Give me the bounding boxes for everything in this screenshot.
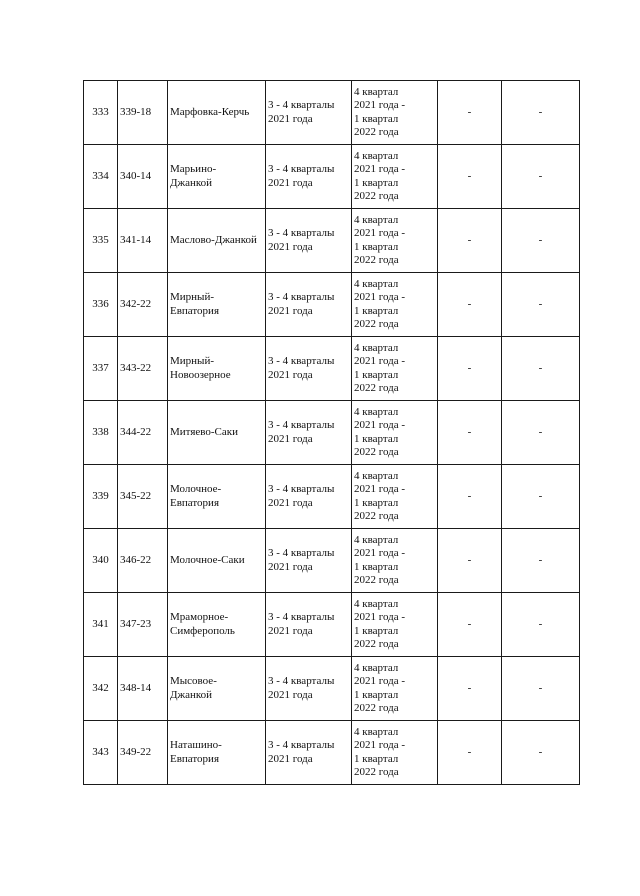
dash-cell: - — [502, 593, 580, 657]
period: 3 - 4 кварталы 2021 года — [266, 657, 352, 721]
row-number: 340 — [84, 529, 118, 593]
row-number: 333 — [84, 81, 118, 145]
table-row — [84, 721, 580, 785]
dash-cell: - — [502, 337, 580, 401]
period: 3 - 4 кварталы 2021 года — [266, 81, 352, 145]
deadline: 4 квартал 2021 года - 1 квартал 2022 года — [352, 593, 438, 657]
dash-cell: - — [502, 721, 580, 785]
route-name: Марфовка-Керчь — [168, 81, 266, 145]
dash-cell: - — [502, 529, 580, 593]
deadline: 4 квартал 2021 года - 1 квартал 2022 года — [352, 401, 438, 465]
table-row — [84, 465, 580, 529]
route-name: Мраморное- Симферополь — [168, 593, 266, 657]
dash-cell: - — [502, 465, 580, 529]
route-name: Молочное-Саки — [168, 529, 266, 593]
route-code: 344-22 — [118, 401, 168, 465]
table-row — [84, 337, 580, 401]
deadline: 4 квартал 2021 года - 1 квартал 2022 года — [352, 273, 438, 337]
row-number: 337 — [84, 337, 118, 401]
table-row — [84, 81, 580, 145]
dash-cell: - — [438, 657, 502, 721]
period: 3 - 4 кварталы 2021 года — [266, 145, 352, 209]
dash-cell: - — [438, 145, 502, 209]
row-number: 336 — [84, 273, 118, 337]
row-number: 341 — [84, 593, 118, 657]
route-name: Молочное- Евпатория — [168, 465, 266, 529]
route-code: 342-22 — [118, 273, 168, 337]
route-code: 340-14 — [118, 145, 168, 209]
route-code: 341-14 — [118, 209, 168, 273]
period: 3 - 4 кварталы 2021 года — [266, 593, 352, 657]
row-number: 343 — [84, 721, 118, 785]
table-row — [84, 529, 580, 593]
dash-cell: - — [502, 209, 580, 273]
table-row — [84, 401, 580, 465]
period: 3 - 4 кварталы 2021 года — [266, 401, 352, 465]
route-code: 345-22 — [118, 465, 168, 529]
deadline: 4 квартал 2021 года - 1 квартал 2022 года — [352, 529, 438, 593]
period: 3 - 4 кварталы 2021 года — [266, 721, 352, 785]
dash-cell: - — [438, 401, 502, 465]
route-code: 343-22 — [118, 337, 168, 401]
row-number: 335 — [84, 209, 118, 273]
deadline: 4 квартал 2021 года - 1 квартал 2022 года — [352, 145, 438, 209]
dash-cell: - — [438, 337, 502, 401]
row-number: 338 — [84, 401, 118, 465]
table-row — [84, 145, 580, 209]
row-number: 342 — [84, 657, 118, 721]
dash-cell: - — [438, 593, 502, 657]
dash-cell: - — [438, 81, 502, 145]
dash-cell: - — [438, 209, 502, 273]
deadline: 4 квартал 2021 года - 1 квартал 2022 года — [352, 81, 438, 145]
route-name: Маслово-Джанкой — [168, 209, 266, 273]
row-number: 339 — [84, 465, 118, 529]
period: 3 - 4 кварталы 2021 года — [266, 273, 352, 337]
routes-schedule-table — [83, 80, 580, 785]
deadline: 4 квартал 2021 года - 1 квартал 2022 года — [352, 337, 438, 401]
dash-cell: - — [438, 529, 502, 593]
table-body — [84, 81, 580, 785]
period: 3 - 4 кварталы 2021 года — [266, 529, 352, 593]
dash-cell: - — [502, 273, 580, 337]
dash-cell: - — [438, 721, 502, 785]
route-name: Марьино- Джанкой — [168, 145, 266, 209]
route-name: Мирный- Новоозерное — [168, 337, 266, 401]
deadline: 4 квартал 2021 года - 1 квартал 2022 года — [352, 721, 438, 785]
row-number: 334 — [84, 145, 118, 209]
deadline: 4 квартал 2021 года - 1 квартал 2022 года — [352, 465, 438, 529]
route-name: Наташино- Евпатория — [168, 721, 266, 785]
route-code: 348-14 — [118, 657, 168, 721]
period: 3 - 4 кварталы 2021 года — [266, 337, 352, 401]
route-code: 339-18 — [118, 81, 168, 145]
dash-cell: - — [502, 657, 580, 721]
route-name: Мысовое- Джанкой — [168, 657, 266, 721]
dash-cell: - — [438, 465, 502, 529]
table-row — [84, 593, 580, 657]
dash-cell: - — [438, 273, 502, 337]
deadline: 4 квартал 2021 года - 1 квартал 2022 года — [352, 209, 438, 273]
dash-cell: - — [502, 145, 580, 209]
table-row — [84, 209, 580, 273]
period: 3 - 4 кварталы 2021 года — [266, 209, 352, 273]
period: 3 - 4 кварталы 2021 года — [266, 465, 352, 529]
route-code: 347-23 — [118, 593, 168, 657]
deadline: 4 квартал 2021 года - 1 квартал 2022 года — [352, 657, 438, 721]
route-name: Митяево-Саки — [168, 401, 266, 465]
dash-cell: - — [502, 81, 580, 145]
dash-cell: - — [502, 401, 580, 465]
route-name: Мирный- Евпатория — [168, 273, 266, 337]
table-row — [84, 273, 580, 337]
table-row — [84, 657, 580, 721]
route-code: 349-22 — [118, 721, 168, 785]
route-code: 346-22 — [118, 529, 168, 593]
